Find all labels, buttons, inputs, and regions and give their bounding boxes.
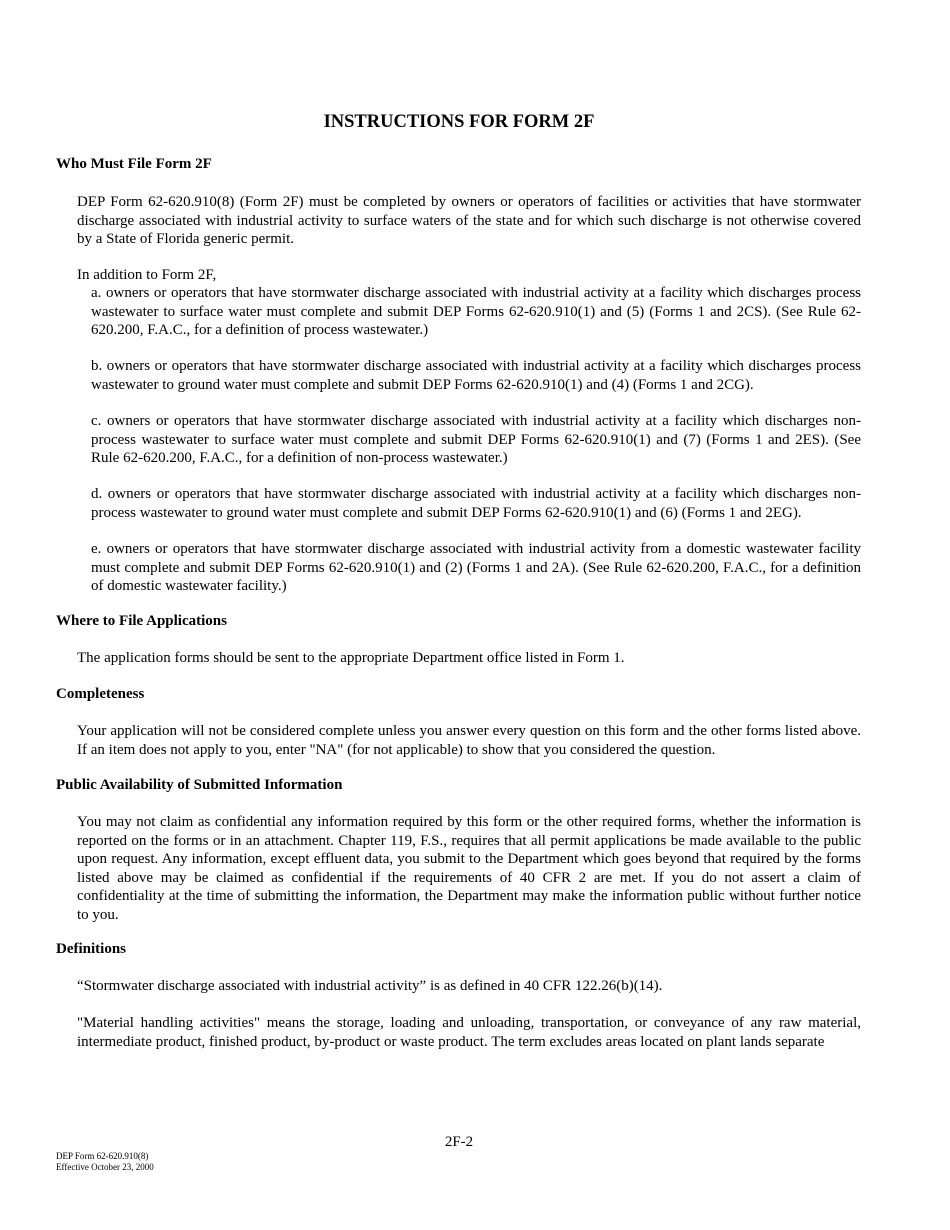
list-item-d: d. owners or operators that have stormwater discharge associated with industrial activity at a facility which discharges non-process wastewater to ground water must complete and submit DEP Forms 62-620.910(1) and (6) (Forms 1 and 2EG). (91, 486, 861, 521)
who-paragraph: DEP Form 62-620.910(8) (Form 2F) must be completed by owners or operators of facilities or activities that have stormwater discharge associated with industrial activity to surface waters of the state and for which such discharge is not otherwise covered by a State of Florida generic permit. (77, 194, 861, 247)
list-item-c: c. owners or operators that have stormwater discharge associated with industrial activity at a facility which discharges non-process wastewater to surface water must complete and submit DEP Forms 62-620.910(1) and (7) (Forms 1 and 2ES). (See Rule 62-620.200, F.A.C., for a definition of non-process wastewater.) (91, 413, 861, 466)
completeness-heading: Completeness (56, 686, 145, 702)
public-availability-heading: Public Availability of Submitted Information (56, 777, 343, 793)
where-paragraph: The application forms should be sent to the appropriate Department office listed in Form 1. (77, 650, 625, 666)
who-heading: Who Must File Form 2F (56, 156, 212, 172)
public-availability-paragraph: You may not claim as confidential any information required by this form or the other required forms, whether the information is reported on the forms or in an attachment. Chapter 119, F.S., requires that all permit applications be made available to the public upon request. Any information, except effluent data, you submit to the Department which goes beyond that required by the forms listed above may be claimed as confidential if the requirements of 40 CFR 2 are met. If you do not assert a claim of confidentiality at the time of submitting the information, the Department may make the information public without further notice to you. (77, 814, 861, 923)
list-item-b: b. owners or operators that have stormwater discharge associated with industrial activity at a facility which discharges process wastewater to ground water must complete and submit DEP Forms 62-620.910(1) and (4) (Forms 1 and 2CG). (91, 358, 861, 393)
in-addition-text: In addition to Form 2F, (77, 267, 217, 283)
form-footer (56, 1151, 154, 1173)
list-item-a: a. owners or operators that have stormwater discharge associated with industrial activity at a facility which discharges process wastewater to surface water must complete and submit DEP Forms 62-620.910(1) and (5) (Forms 1 and 2CS). (See Rule 62-620.200, F.A.C., for a definition of process wastewater.) (91, 285, 861, 338)
where-heading: Where to File Applications (56, 613, 227, 629)
definition-material-handling: "Material handling activities" means the storage, loading and unloading, transportation, or conveyance of any raw material, intermediate product, finished product, by-product or waste product. The term excludes areas located on plant lands separate (77, 1015, 861, 1050)
footer-form-id: DEP Form 62-620.910(8) (56, 1151, 149, 1161)
list-item-e: e. owners or operators that have stormwater discharge associated with industrial activity from a domestic wastewater facility must complete and submit DEP Forms 62-620.910(1) and (2) (Forms 1 and 2A). (See Rule 62-620.200, F.A.C., for a definition of domestic wastewater facility.) (91, 541, 861, 594)
page-number: 2F-2 (444, 1134, 474, 1150)
definitions-heading: Definitions (56, 941, 127, 957)
page-title: INSTRUCTIONS FOR FORM 2F (323, 112, 595, 132)
completeness-paragraph: Your application will not be considered complete unless you answer every question on this form and the other forms listed above. If an item does not apply to you, enter "NA" (for not applicable) to show that you considered the question. (77, 723, 861, 758)
definition-stormwater: “Stormwater discharge associated with industrial activity” is as defined in 40 CFR 122.26(b)(14). (77, 978, 663, 994)
footer-effective-date: Effective October 23, 2000 (56, 1162, 154, 1172)
